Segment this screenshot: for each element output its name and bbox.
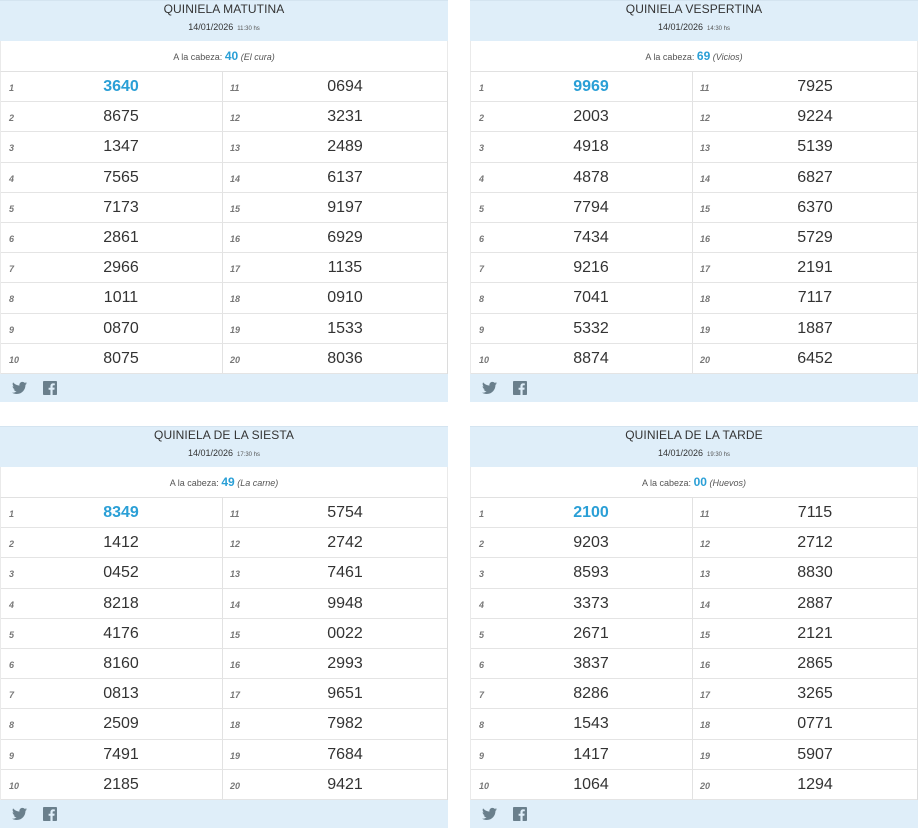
result-row <box>471 132 917 162</box>
result-row <box>1 619 447 649</box>
twitter-icon[interactable] <box>12 807 27 821</box>
position-number: 11 <box>230 509 240 519</box>
position-number: 1 <box>479 83 485 93</box>
drawn-number: 9197 <box>327 198 363 216</box>
cabeza-meaning: (Vicios) <box>712 52 743 62</box>
drawn-number: 2509 <box>103 715 139 733</box>
result-row <box>471 528 917 558</box>
position-number: 14 <box>700 599 711 610</box>
position-number: 6 <box>479 233 485 244</box>
position-number: 6 <box>9 659 15 670</box>
position-number: 12 <box>230 113 241 124</box>
result-row <box>1 770 447 800</box>
drawn-number: 1412 <box>103 534 139 552</box>
share-bar <box>470 374 918 402</box>
drawn-number: 7925 <box>797 78 833 95</box>
result-row <box>471 498 917 528</box>
position-number: 9 <box>479 324 485 335</box>
position-number: 17 <box>700 264 711 275</box>
drawn-number: 1347 <box>103 138 139 156</box>
drawn-number: 6370 <box>797 198 833 216</box>
drawn-number: 2671 <box>573 624 609 642</box>
position-number: 15 <box>700 203 711 214</box>
result-row <box>1 740 447 770</box>
result-row <box>471 649 917 679</box>
position-number: 6 <box>479 659 485 670</box>
drawn-number: 7117 <box>797 289 833 307</box>
result-row <box>471 223 917 253</box>
position-number: 15 <box>230 203 241 214</box>
result-row <box>471 344 917 374</box>
drawn-number: 2191 <box>797 259 833 277</box>
drawn-number: 8160 <box>103 654 139 672</box>
drawn-number: 0452 <box>103 564 139 582</box>
cabeza-line <box>0 41 448 72</box>
position-number: 5 <box>9 629 15 640</box>
position-number: 12 <box>700 113 711 124</box>
drawn-number: 5332 <box>573 319 609 337</box>
drawn-number: 5754 <box>327 504 363 521</box>
panel-header <box>0 426 448 467</box>
position-number: 1 <box>479 509 485 519</box>
drawn-number: 4918 <box>573 138 609 156</box>
result-row <box>471 709 917 739</box>
drawn-number: 4878 <box>573 168 609 186</box>
cabeza-meaning: (El cura) <box>240 52 275 62</box>
drawn-number: 6137 <box>327 168 363 186</box>
draw-date-value: 14/01/2026 <box>187 448 233 458</box>
position-number: 2 <box>9 539 15 550</box>
drawn-number: 2185 <box>103 775 139 793</box>
position-number: 3 <box>479 569 485 580</box>
position-number: 6 <box>9 233 15 244</box>
twitter-icon[interactable] <box>12 381 27 395</box>
facebook-icon[interactable] <box>43 381 58 395</box>
result-row <box>1 709 447 739</box>
position-number: 19 <box>700 750 711 761</box>
position-number: 11 <box>230 83 240 93</box>
cabeza-number: 00 <box>693 475 707 489</box>
position-number: 10 <box>479 780 490 791</box>
draw-date <box>0 447 448 461</box>
position-number: 7 <box>9 264 15 275</box>
panel-header <box>0 0 448 41</box>
drawn-number: 9651 <box>327 685 363 703</box>
position-number: 15 <box>230 629 241 640</box>
drawn-number: 1135 <box>327 259 363 277</box>
position-number: 11 <box>700 509 710 519</box>
cabeza-label: A la cabeza: <box>642 478 692 488</box>
drawn-number: 9203 <box>573 534 609 552</box>
panel-title: QUINIELA VESPERTINA <box>625 2 763 16</box>
drawn-number: 0771 <box>797 715 833 733</box>
position-number: 5 <box>9 203 15 214</box>
position-number: 13 <box>700 569 711 580</box>
position-number: 17 <box>230 690 241 701</box>
result-row <box>471 253 917 283</box>
position-number: 9 <box>9 750 15 761</box>
position-number: 8 <box>9 294 15 305</box>
position-number: 7 <box>479 264 485 275</box>
drawn-number: 3837 <box>573 654 609 672</box>
drawn-number: 7794 <box>573 198 609 216</box>
cabeza-meaning: (Huevos) <box>709 478 746 488</box>
quiniela-panel <box>470 0 918 402</box>
position-number: 16 <box>700 233 711 244</box>
position-number: 10 <box>479 354 490 365</box>
position-number: 13 <box>230 143 241 154</box>
results-grid <box>0 72 448 374</box>
position-number: 1 <box>9 509 15 519</box>
position-number: 16 <box>700 659 711 670</box>
result-row <box>471 314 917 344</box>
drawn-number: 8830 <box>797 564 833 582</box>
position-number: 14 <box>230 173 241 184</box>
cabeza-number: 69 <box>696 49 711 63</box>
position-number: 12 <box>230 539 241 550</box>
drawn-number: 8286 <box>573 685 609 703</box>
position-number: 19 <box>230 324 241 335</box>
drawn-number: 2993 <box>327 654 363 672</box>
drawn-number: 7434 <box>573 228 609 246</box>
drawn-number: 7461 <box>327 564 363 582</box>
position-number: 2 <box>479 539 485 550</box>
cabeza-number: 40 <box>224 49 239 63</box>
share-bar <box>0 800 448 828</box>
position-number: 18 <box>700 294 711 305</box>
drawn-number: 7041 <box>573 289 609 307</box>
draw-date <box>470 21 918 35</box>
position-number: 5 <box>479 203 485 214</box>
panel-title: QUINIELA MATUTINA <box>163 2 285 16</box>
drawn-number: 2712 <box>797 534 833 552</box>
drawn-number: 8593 <box>573 564 609 582</box>
position-number: 14 <box>700 173 711 184</box>
drawn-number: 9216 <box>573 259 609 277</box>
drawn-number: 2966 <box>103 259 139 277</box>
drawn-number: 3373 <box>573 594 609 612</box>
drawn-number: 3265 <box>797 685 833 703</box>
result-row <box>1 498 447 528</box>
cabeza-line <box>0 467 448 498</box>
position-number: 3 <box>479 143 485 154</box>
drawn-number: 2887 <box>797 594 833 612</box>
drawn-number: 7684 <box>327 745 363 763</box>
position-number: 17 <box>700 690 711 701</box>
draw-time: 19:30 hs <box>707 452 731 458</box>
result-row <box>471 619 917 649</box>
drawn-number: 0694 <box>327 78 363 95</box>
cabeza-meaning: (La carne) <box>237 478 279 488</box>
position-number: 4 <box>9 173 15 184</box>
drawn-number: 1887 <box>797 319 833 337</box>
quiniela-panel <box>470 426 918 828</box>
drawn-number: 9224 <box>797 108 833 126</box>
drawn-number: 4176 <box>103 624 139 642</box>
drawn-number: 8218 <box>103 594 139 612</box>
draw-date-value: 14/01/2026 <box>188 22 234 32</box>
facebook-icon[interactable] <box>513 381 528 395</box>
result-row <box>1 283 447 313</box>
cabeza-number: 49 <box>221 475 235 489</box>
drawn-number: 8874 <box>573 349 609 367</box>
position-number: 7 <box>479 690 485 701</box>
drawn-number: 1011 <box>103 289 139 307</box>
position-number: 18 <box>230 294 241 305</box>
share-bar <box>470 800 918 828</box>
drawn-number: 9421 <box>327 775 363 793</box>
draw-time: 11:30 hs <box>237 26 260 32</box>
facebook-icon[interactable] <box>513 807 528 821</box>
drawn-number: 8036 <box>327 349 363 367</box>
position-number: 8 <box>479 294 485 305</box>
position-number: 2 <box>479 113 485 124</box>
result-row <box>1 193 447 223</box>
draw-time: 17:30 hs <box>237 452 261 458</box>
position-number: 19 <box>700 324 711 335</box>
position-number: 18 <box>230 720 241 731</box>
position-number: 20 <box>700 780 711 791</box>
position-number: 16 <box>230 659 241 670</box>
drawn-number: 0910 <box>327 289 363 307</box>
draw-date <box>470 447 918 461</box>
drawn-number: 8075 <box>103 349 139 367</box>
position-number: 11 <box>700 83 710 93</box>
result-row <box>471 72 917 102</box>
position-number: 4 <box>479 173 485 184</box>
share-bar <box>0 374 448 402</box>
drawn-number: 7982 <box>327 715 363 733</box>
drawn-number: 8675 <box>103 108 139 126</box>
position-number: 14 <box>230 599 241 610</box>
drawn-number: 1294 <box>797 775 833 793</box>
twitter-icon[interactable] <box>482 807 497 821</box>
position-number: 20 <box>700 354 711 365</box>
drawn-number: 2861 <box>103 228 139 246</box>
drawn-number: 7115 <box>797 504 833 521</box>
drawn-number: 2742 <box>327 534 363 552</box>
position-number: 12 <box>700 539 711 550</box>
result-row <box>1 132 447 162</box>
quiniela-panel <box>0 426 448 828</box>
first-prize-number: 8349 <box>103 504 139 521</box>
first-prize-number: 3640 <box>103 78 139 95</box>
drawn-number: 0813 <box>103 685 139 703</box>
position-number: 10 <box>9 354 20 365</box>
panel-title: QUINIELA DE LA TARDE <box>625 428 763 442</box>
position-number: 20 <box>230 780 241 791</box>
twitter-icon[interactable] <box>482 381 497 395</box>
position-number: 8 <box>479 720 485 731</box>
first-prize-number: 9969 <box>573 78 609 95</box>
result-row <box>471 193 917 223</box>
cabeza-label: A la cabeza: <box>173 52 223 62</box>
result-row <box>1 223 447 253</box>
result-row <box>1 253 447 283</box>
panel-title: QUINIELA DE LA SIESTA <box>154 428 294 442</box>
drawn-number: 7173 <box>103 198 139 216</box>
drawn-number: 2121 <box>797 624 833 642</box>
position-number: 19 <box>230 750 241 761</box>
result-row <box>471 163 917 193</box>
position-number: 17 <box>230 264 241 275</box>
results-grid <box>470 498 918 800</box>
drawn-number: 9948 <box>327 594 363 612</box>
position-number: 15 <box>700 629 711 640</box>
drawn-number: 2003 <box>573 108 609 126</box>
position-number: 8 <box>9 720 15 731</box>
result-row <box>471 679 917 709</box>
draw-date <box>0 21 448 35</box>
drawn-number: 0870 <box>103 319 139 337</box>
quiniela-panel <box>0 0 448 402</box>
draw-date-value: 14/01/2026 <box>657 22 703 32</box>
position-number: 20 <box>230 354 241 365</box>
position-number: 9 <box>9 324 15 335</box>
drawn-number: 1533 <box>327 319 363 337</box>
drawn-number: 5729 <box>797 228 833 246</box>
drawn-number: 1543 <box>573 715 609 733</box>
result-row <box>471 558 917 588</box>
drawn-number: 6929 <box>327 228 363 246</box>
position-number: 3 <box>9 569 15 580</box>
position-number: 13 <box>230 569 241 580</box>
result-row <box>1 649 447 679</box>
position-number: 16 <box>230 233 241 244</box>
position-number: 10 <box>9 780 20 791</box>
result-row <box>1 679 447 709</box>
position-number: 18 <box>700 720 711 731</box>
drawn-number: 1064 <box>573 775 609 793</box>
result-row <box>471 102 917 132</box>
result-row <box>1 558 447 588</box>
result-row <box>1 102 447 132</box>
cabeza-label: A la cabeza: <box>169 478 219 488</box>
position-number: 7 <box>9 690 15 701</box>
drawn-number: 7491 <box>103 745 139 763</box>
drawn-number: 2489 <box>327 138 363 156</box>
facebook-icon[interactable] <box>43 807 58 821</box>
drawn-number: 5907 <box>797 745 833 763</box>
position-number: 4 <box>9 599 15 610</box>
result-row <box>1 314 447 344</box>
drawn-number: 0022 <box>327 624 363 642</box>
first-prize-number: 2100 <box>573 504 609 521</box>
position-number: 1 <box>9 83 15 93</box>
cabeza-label: A la cabeza: <box>645 52 695 62</box>
panel-header <box>470 426 918 467</box>
position-number: 2 <box>9 113 15 124</box>
results-grid <box>0 498 448 800</box>
result-row <box>1 72 447 102</box>
cabeza-line <box>470 467 918 498</box>
result-row <box>471 283 917 313</box>
results-grid <box>470 72 918 374</box>
result-row <box>1 589 447 619</box>
position-number: 4 <box>479 599 485 610</box>
result-row <box>1 163 447 193</box>
result-row <box>471 589 917 619</box>
result-row <box>471 740 917 770</box>
drawn-number: 5139 <box>797 138 833 156</box>
drawn-number: 6827 <box>797 168 833 186</box>
drawn-number: 7565 <box>103 168 139 186</box>
draw-date-value: 14/01/2026 <box>657 448 703 458</box>
position-number: 9 <box>479 750 485 761</box>
drawn-number: 6452 <box>797 349 833 367</box>
drawn-number: 1417 <box>573 745 609 763</box>
cabeza-line <box>470 41 918 72</box>
panel-header <box>470 0 918 41</box>
position-number: 3 <box>9 143 15 154</box>
result-row <box>471 770 917 800</box>
drawn-number: 2865 <box>797 654 833 672</box>
position-number: 5 <box>479 629 485 640</box>
drawn-number: 3231 <box>327 108 363 126</box>
position-number: 13 <box>700 143 711 154</box>
result-row <box>1 344 447 374</box>
result-row <box>1 528 447 558</box>
draw-time: 14:30 hs <box>707 26 731 32</box>
